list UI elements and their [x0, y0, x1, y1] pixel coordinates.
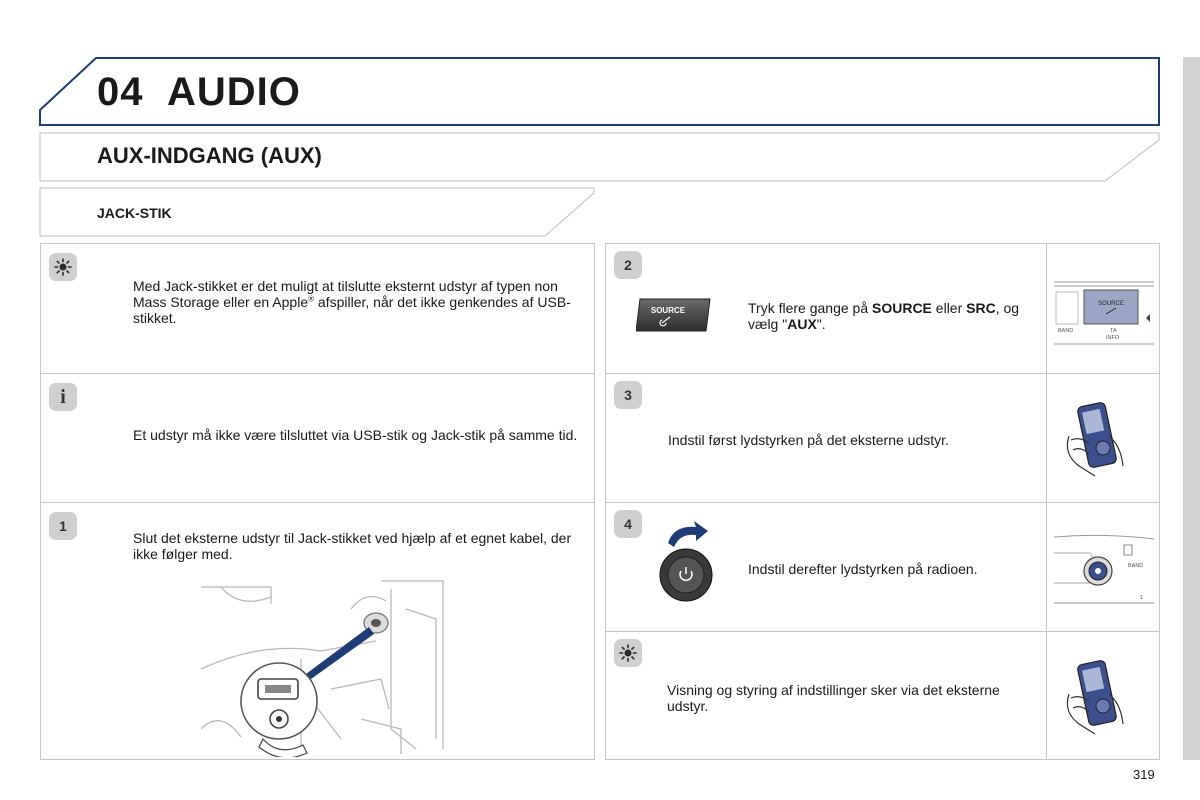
info-panel	[40, 373, 595, 503]
source-button-image	[636, 296, 712, 334]
svg-text:BAND: BAND	[1128, 563, 1144, 569]
step-3-panel	[605, 373, 1160, 503]
divider	[1046, 244, 1047, 373]
step-2-text: Tryk flere gange på SOURCE eller SRC, og vælg "AUX".	[748, 300, 1020, 332]
subsection-title: JACK-STIK	[97, 205, 172, 221]
step-1-badge: 1	[49, 512, 77, 540]
svg-text:BAND: BAND	[1058, 328, 1074, 334]
tip-icon	[614, 639, 642, 667]
step-4-text: Indstil derefter lydstyrken på radioen.	[748, 561, 978, 577]
divider	[1046, 503, 1047, 631]
tip-panel-right	[605, 631, 1160, 760]
step-4-badge: 4	[614, 510, 642, 538]
divider	[1046, 374, 1047, 502]
svg-text:SOURCE: SOURCE	[650, 306, 686, 315]
svg-text:INFO: INFO	[1106, 335, 1120, 341]
handheld-player-icon	[1061, 396, 1141, 482]
tip-right-text: Visning og styring af indstillinger sker via det eksterne udstyr.	[667, 682, 1000, 714]
step-2-panel	[605, 243, 1160, 374]
step-2-badge: 2	[614, 251, 642, 279]
tip-text: Med Jack-stikket er det muligt at tilslutte eksternt udstyr af typen non Mass Storage eller en Apple® afspiller, når det ikke genkendes af USB-stikket.	[133, 278, 571, 326]
header-frames	[0, 0, 1200, 240]
step-3-text: Indstil først lydstyrken på det eksterne udstyr.	[668, 432, 949, 448]
handheld-player-icon	[1061, 654, 1141, 740]
svg-text:TA: TA	[1110, 328, 1117, 334]
info-icon: i	[49, 383, 77, 411]
svg-text:SOURCE: SOURCE	[1098, 301, 1124, 307]
step-1-text: Slut det eksterne udstyr til Jack-stikket ved hjælp af et egnet kabel, der ikke følger med.	[133, 530, 572, 562]
volume-knob-icon	[656, 517, 716, 603]
chapter-number: 04	[97, 70, 144, 114]
radio-panel-thumbnail	[1054, 278, 1156, 348]
chapter-title: AUDIO	[167, 70, 301, 114]
tip-icon	[49, 253, 77, 281]
tip-panel-left	[40, 243, 595, 374]
step-1-panel	[40, 502, 595, 760]
divider	[1046, 632, 1047, 759]
step-3-badge: 3	[614, 381, 642, 409]
radio-knob-thumbnail	[1054, 533, 1156, 607]
page-number: 319	[1133, 767, 1155, 782]
svg-text:1: 1	[1140, 595, 1144, 601]
jack-socket-illustration	[201, 579, 446, 757]
step-4-panel	[605, 502, 1160, 632]
info-text: Et udstyr må ikke være tilsluttet via USB-stik og Jack-stik på samme tid.	[133, 427, 578, 443]
section-title: AUX-INDGANG (AUX)	[97, 143, 322, 168]
